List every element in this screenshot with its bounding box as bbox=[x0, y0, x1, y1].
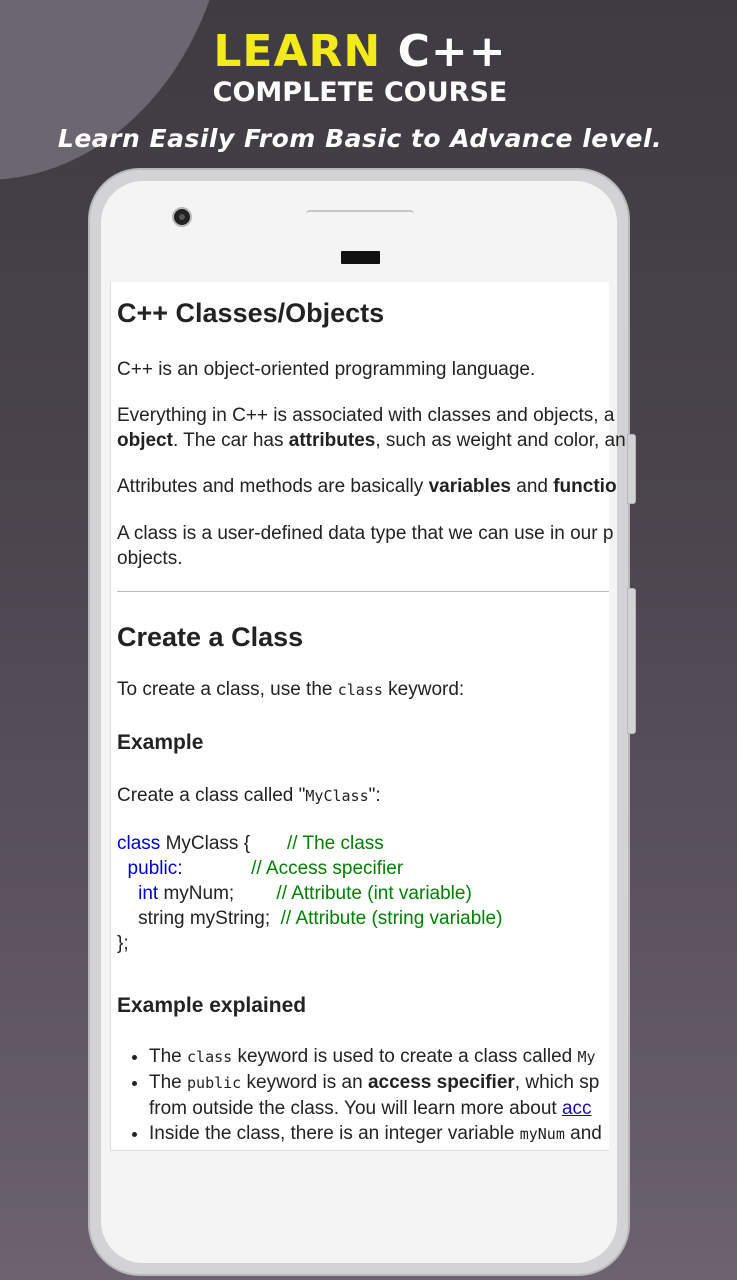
code-line4-rest: string myString; bbox=[117, 908, 281, 929]
b2-bold-access: access specifier bbox=[367, 1072, 515, 1093]
paragraph-intro: C++ is an object-oriented programming language. bbox=[117, 359, 536, 380]
list-item bbox=[149, 1070, 737, 1121]
text-and: and bbox=[510, 476, 554, 497]
paragraph-classes-line1: Everything in C++ is associated with classes and objects, a bbox=[117, 405, 615, 426]
list-item bbox=[149, 1044, 737, 1070]
explained-heading: Example explained bbox=[117, 994, 307, 1017]
paragraph-class-def-line2: objects. bbox=[117, 548, 183, 569]
lesson-title: C++ Classes/Objects bbox=[117, 298, 385, 328]
code-line2-space bbox=[182, 858, 251, 879]
b2-post: , which sp bbox=[514, 1072, 600, 1093]
code-kw-public: public: bbox=[117, 858, 183, 879]
b2-line2: from outside the class. You will learn more about bbox=[149, 1098, 562, 1119]
code-kw-class: class bbox=[117, 833, 161, 854]
section-title-create-class: Create a Class bbox=[117, 622, 304, 652]
code-kw-int: int bbox=[117, 883, 159, 904]
bold-variables: variables bbox=[428, 476, 511, 497]
code-line3-rest: myNum; bbox=[158, 883, 277, 904]
title-line-1 bbox=[0, 28, 720, 76]
explained-list bbox=[117, 1044, 737, 1147]
b2-code-public: public bbox=[187, 1074, 242, 1092]
front-camera-icon bbox=[172, 207, 192, 227]
bold-object: object bbox=[117, 430, 173, 451]
code-line1-rest: MyClass { bbox=[160, 833, 287, 854]
lesson-screen[interactable] bbox=[110, 282, 626, 1151]
code-class-keyword: class bbox=[337, 681, 383, 699]
code-comment-int: // Attribute (int variable) bbox=[276, 883, 472, 904]
code-comment-string: // Attribute (string variable) bbox=[280, 908, 503, 929]
status-notch bbox=[341, 251, 380, 264]
example-heading: Example bbox=[117, 731, 204, 754]
access-specifiers-link[interactable]: acc bbox=[561, 1098, 592, 1119]
code-example bbox=[117, 831, 737, 956]
lesson-content bbox=[117, 282, 737, 1147]
paragraph-class-def-line1: A class is a user-defined data type that we can use in our p bbox=[117, 523, 614, 544]
b2-pre: The bbox=[149, 1072, 188, 1093]
text-car: . The car has bbox=[172, 430, 289, 451]
b3-pre: Inside the class, there is an integer variable bbox=[149, 1123, 520, 1144]
b1-code-class: class bbox=[187, 1048, 233, 1066]
code-comment-class: // The class bbox=[287, 833, 384, 854]
title-learn: LEARN bbox=[213, 26, 382, 77]
section-divider bbox=[117, 591, 609, 592]
code-line5: }; bbox=[117, 933, 129, 954]
bold-attributes: attributes bbox=[288, 430, 376, 451]
code-comment-access: // Access specifier bbox=[251, 858, 404, 879]
text-keyword: keyword: bbox=[382, 679, 465, 700]
b1-pre: The bbox=[149, 1046, 188, 1067]
app-title bbox=[0, 28, 720, 110]
b3-code-mynum: myNum bbox=[519, 1125, 565, 1143]
paragraph-attributes bbox=[117, 474, 737, 499]
paragraph-create bbox=[117, 677, 737, 703]
code-myclass: MyClass bbox=[305, 787, 369, 805]
text-weight: , such as weight and color, an bbox=[375, 430, 626, 451]
text-attributes: Attributes and methods are basically bbox=[117, 476, 429, 497]
b1-code-my: My bbox=[577, 1048, 596, 1066]
text-quote: ": bbox=[368, 785, 381, 806]
paragraph-classes-line2 bbox=[117, 428, 737, 453]
b1-post: keyword is used to create a class called bbox=[232, 1046, 578, 1067]
title-subtitle: COMPLETE COURSE bbox=[212, 77, 508, 108]
earpiece-speaker bbox=[306, 210, 414, 220]
list-item bbox=[149, 1121, 737, 1147]
text-create-called: Create a class called " bbox=[117, 785, 306, 806]
paragraph-create-myclass bbox=[117, 783, 737, 809]
b2-mid: keyword is an bbox=[241, 1072, 368, 1093]
title-cpp: C++ bbox=[397, 26, 507, 77]
tagline: Learn Easily From Basic to Advance level. bbox=[57, 124, 663, 153]
b3-post: and bbox=[564, 1123, 602, 1144]
bold-functions: functio bbox=[553, 476, 617, 497]
text-create: To create a class, use the bbox=[117, 679, 338, 700]
